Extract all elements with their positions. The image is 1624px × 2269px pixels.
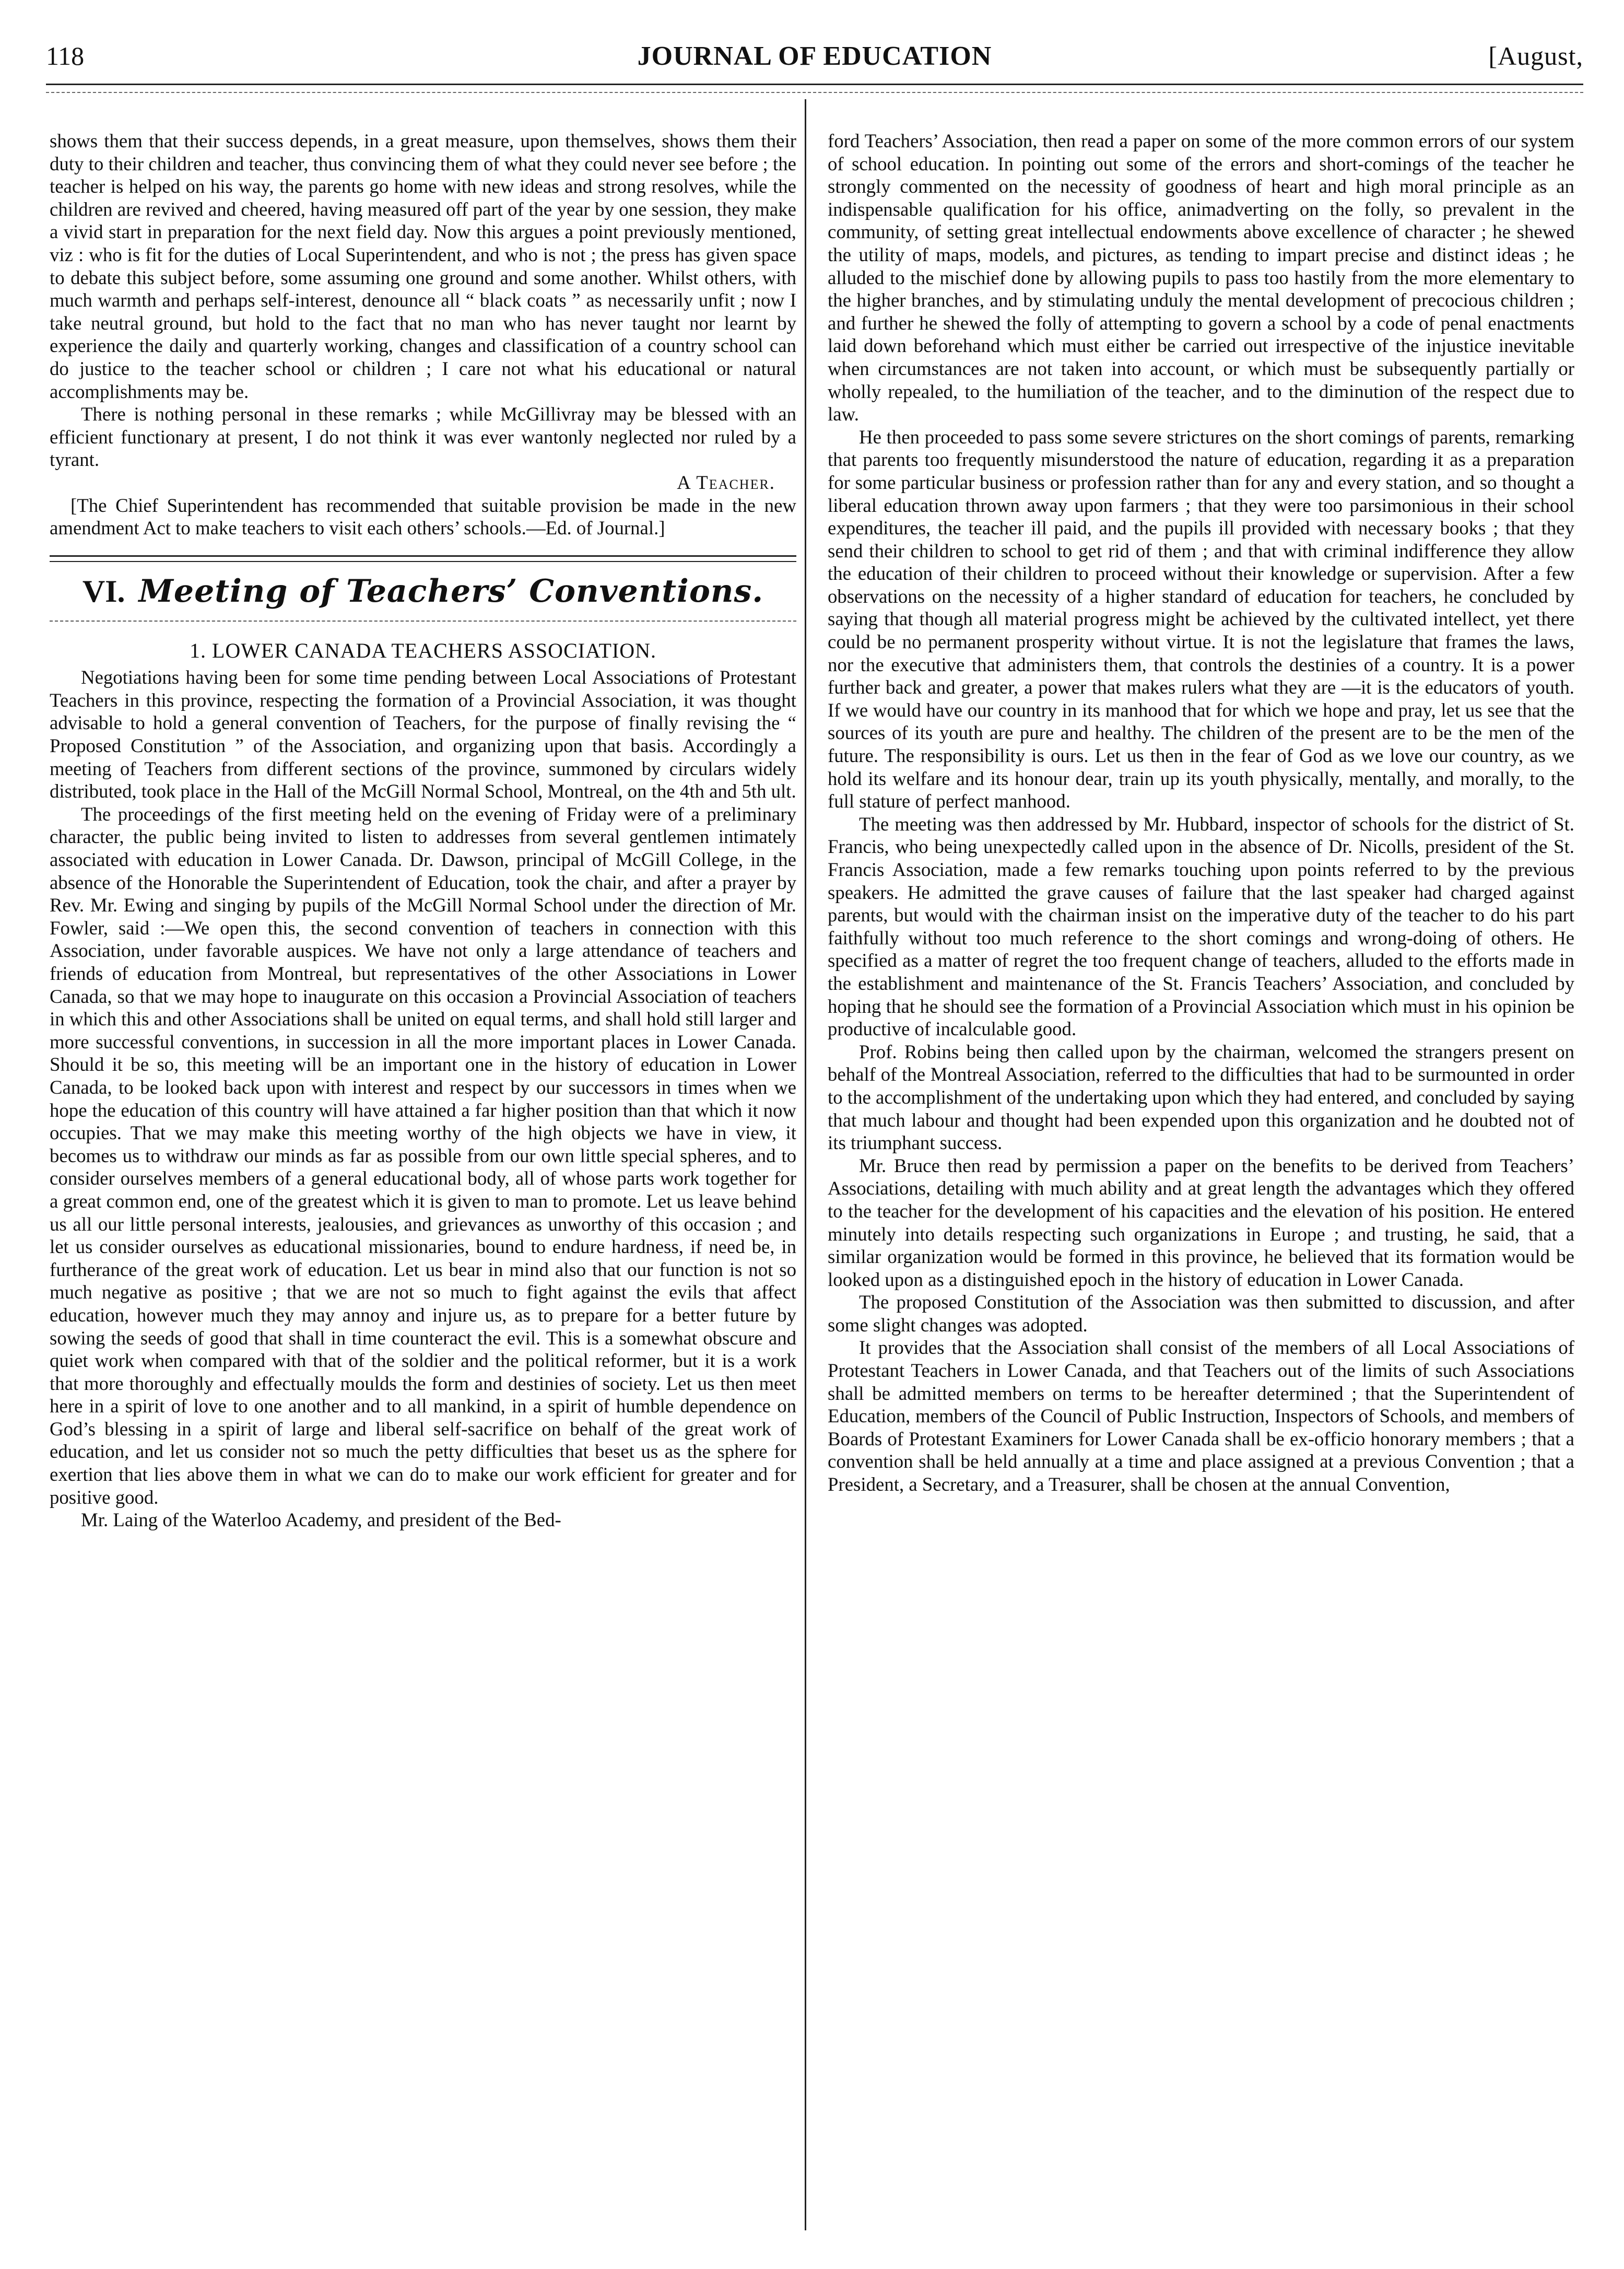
section-rule <box>50 561 796 562</box>
paragraph: Mr. Bruce then read by permission a paper on the benefits to be derived from Teachers’ Associations, detailing with much ability and at great length the advantages which they offered to the teacher for the development of his capacities and the elevation of his position. He entered minutely into details respecting such organizations in Europe ; and trusting, he said, that a similar organization would be formed in this province, he believed that its formation would be looked upon as a distinguished epoch in the history of education in Lower Canada. <box>828 1154 1574 1290</box>
paragraph: The proceedings of the first meeting held on the evening of Friday were of a preliminary character, the public being invited to listen to addresses from several gentlemen intimately associated with education in Lower Canada. Dr. Dawson, principal of McGill College, in the absence of the Honorable the Superintendent of Education, took the chair, and after a prayer by Rev. Mr. Ewing and singing by pupils of the McGill Normal School under the direction of Mr. Fowler, said :—We open this, the second convention of teachers in connection with this Association, under favorable auspices. We have not only a large attendance of teachers and friends of education from Montreal, but representatives of the other Associations in Lower Canada, so that we may hope to inaugurate on this occasion a Provincial Association of teachers in which this and other Associations shall be united on equal terms, and shall hold still larger and more successful conventions, in succession in all the more important places in Lower Canada. Should it be so, this meeting will be an important one in the history of education in Lower Canada, to be looked back upon with interest and respect by our successors in times when we hope the education of this country will have attained a far higher position than that which it now occupies. That we may make this meeting worthy of the high objects we have in view, it becomes us to withdraw our minds as far as possible from our own little special spheres, and to consider ourselves members of a general educational body, all of whose parts work together for a great common end, one of the greatest which it is given to man to promote. Let us leave behind us all our little personal interests, jealousies, and grievances as unworthy of this occasion ; and let us consider ourselves as educational missionaries, bound to endure hardness, if need be, in furtherance of the great work of education. Let us bear in mind also that our function is not so much negative as positive ; that we are not so much to fight against the evils that affect education, however much they may annoy and injure us, as to prepare for a better future by sowing the seeds of good that shall in time counteract the evil. This is a somewhat obscure and quiet work when compared with that of the soldier and the political reformer, but it is a work that more thoroughly and effectually moulds the form and destinies of society. Let us then meet here in a spirit of love to one another and to all mankind, in a spirit of humble dependence on God’s blessing in a spirit of large and liberal self-sacrifice on behalf of the great work of education, and let us consider not so much the petty difficulties that beset us as the sphere for exertion that lies above them in what we can do to make our work efficient for greater and for positive good. <box>50 803 796 1508</box>
header-rule <box>46 84 1583 85</box>
editor-note <box>50 494 796 540</box>
section-number: VI. <box>82 574 125 609</box>
section-dashed-rule <box>50 621 796 622</box>
section-title: Meeting of Teachers’ Conventions. <box>138 572 764 610</box>
right-column <box>828 130 1574 1496</box>
editor-note-text: [The Chief Superintendent has recommended that suitable provision be made in the new amendment Act to make teachers to visit each others’ schools.—Ed. of Journal.] <box>50 494 796 539</box>
left-column <box>50 130 796 1531</box>
section-heading-block <box>50 555 796 622</box>
paragraph: The proposed Constitution of the Association was then submitted to discussion, and after some slight changes was adopted. <box>828 1291 1574 1336</box>
signature: A Teacher. <box>677 471 775 493</box>
paragraph: The meeting was then addressed by Mr. Hubbard, inspector of schools for the district of St. Francis, who being unexpectedly called upon in the absence of Dr. Nicolls, president of the St. Francis Association, made a few remarks touching upon points referred to by the previous speakers. He admitted the grave causes of failure that the last speaker had charged against parents, but would with the chairman insist on the imperative duty of the teacher to do his part faithfully without too much reference to the short comings and wrong-doing of others. He specified as a matter of regret the too frequent change of teachers, alluded to the efforts made in the establishment and maintenance of the St. Francis Teachers’ Association, and concluded by hoping that he should see the formation of a Provincial Association which must in his opinion be productive of incalculable good. <box>828 813 1574 1040</box>
section-rule <box>50 555 796 557</box>
column-divider <box>805 99 806 2230</box>
subsection-heading: 1. LOWER CANADA TEACHERS ASSOCIATION. <box>189 638 657 662</box>
paragraph: Prof. Robins being then called upon by the chairman, welcomed the strangers present on behalf of the Montreal Association, referred to the difficulties that had to be surmounted in order to the accomplishment of the undertaking upon which they had entered, and concluded by saying that much labour and thought had been expended upon this organization and he doubted not of its triumphant success. <box>828 1040 1574 1154</box>
paragraph: Negotiations having been for some time pending between Local Associations of Protestant Teachers in this province, respecting the formation of a Provincial Association, it was thought advisable to hold a general convention of Teachers, for the purpose of finally revising the “ Proposed Constitution ” of the Association, and organizing upon that basis. Accordingly a meeting of Teachers from different sections of the province, summoned by circulars widely distributed, took place in the Hall of the McGill Normal School, Montreal, on the 4th and 5th ult. <box>50 666 796 802</box>
paragraph: shows them that their success depends, in a great measure, upon themselves, shows them their duty to their children and teacher, thus convincing them of what they could never see before ; the teacher is helped on his way, the parents go home with new ideas and strong resolves, while the children are revived and cheered, having measured off part of the year by one session, they make a vivid start in preparation for the next field day. Now this argues a point previously mentioned, viz : who is fit for the duties of Local Superintendent, and who is not ; the press has given space to debate this subject before, some assuming one ground and some another. Whilst others, with much warmth and perhaps self-interest, denounce all “ black coats ” as necessarily unfit ; now I take neutral ground, but hold to the fact that no man who has never taught nor learnt by experience the daily and quarterly working, changes and classification of a country school can do justice to the teacher school or children ; I care not what his educational or natural accomplishments may be. <box>50 130 796 402</box>
running-header <box>46 41 1583 77</box>
page-number: 118 <box>46 41 85 71</box>
section-heading <box>50 570 796 612</box>
paragraph: Mr. Laing of the Waterloo Academy, and president of the Bed- <box>81 1509 561 1531</box>
header-dashed-rule <box>46 92 1583 93</box>
paragraph: It provides that the Association shall consist of the members of all Local Associations of Protestant Teachers in Lower Canada, and that Teachers out of the limits of such Associations shall be admitted members on terms to be hereafter determined ; that the Superintendent of Education, members of the Council of Public Instruction, Inspectors of Schools, and members of Boards of Protestant Examiners for Lower Canada shall be ex-officio honorary members ; that a convention shall be held annually at a time and place assigned at a previous Convention ; that a President, a Secretary, and a Treasurer, shall be chosen at the annual Convention, <box>828 1337 1574 1495</box>
paragraph: ford Teachers’ Association, then read a paper on some of the more common errors of our system of school education. In pointing out some of the errors and short-comings of the teacher he strongly commented on the necessity of goodness of heart and high moral principle as an indispensable qualification for his office, animadverting on the folly, so prevalent in the community, of setting great intellectual endowments above excellence of character ; he shewed the utility of maps, models, and pictures, as tending to impart precise and distinct ideas ; he alluded to the mischief done by allowing pupils to pass too hastily from the more elementary to the higher branches, and by stimulating unduly the mental development of precocious children ; and further he shewed the folly of attempting to govern a school by a code of penal enactments laid down beforehand which must either be carried out irrespective of the injustice inevitable when circumstances are not taken into account, or which must be subsequently partially or wholly repealed, to the humiliation of the teacher, and to the diminution of the respect due to law. <box>828 130 1574 425</box>
paragraph: He then proceeded to pass some severe strictures on the short comings of parents, remarking that parents too frequently misunderstood the nature of education, regarding it as a preparation for some particular business or profession rather than for any and every station, and so thought a liberal education thrown away upon farmers ; that they were too parsimonious in their school expenditures, the teacher ill paid, and the pupils ill provided with necessary books ; that they send their children to school to get rid of them ; and that with criminal indifference they allow the education of their children to proceed without their knowledge or supervision. After a few observations on the necessity of a higher standard of education for teachers, he concluded by saying that though all material progress might be achieved by the cultivated intellect, yet there could be no permanent prosperity without virtue. It is not the legislature that frames the laws, nor the executive that administers them, that controls the destinies of a country. It is a power further back and greater, a power that makes rulers what they are —it is the educators of youth. If we would have our country in its manhood that for which we hope and pray, let us see that the sources of its youth are pure and healthy. The children of the present are to be the men of the future. The responsibility is ours. Let us then in the fear of God as we love our country, as we hold its welfare and its honour dear, train up its youth physically, mentally, and morally, to the full stature of perfect manhood. <box>828 426 1574 812</box>
paragraph: There is nothing personal in these remarks ; while McGillivray may be blessed with an efficient functionary at present, I do not think it was ever wantonly neglected nor ruled by a tyrant. <box>50 403 796 471</box>
journal-title: JOURNAL OF EDUCATION <box>637 41 992 71</box>
issue-month: [August, <box>1488 41 1583 71</box>
